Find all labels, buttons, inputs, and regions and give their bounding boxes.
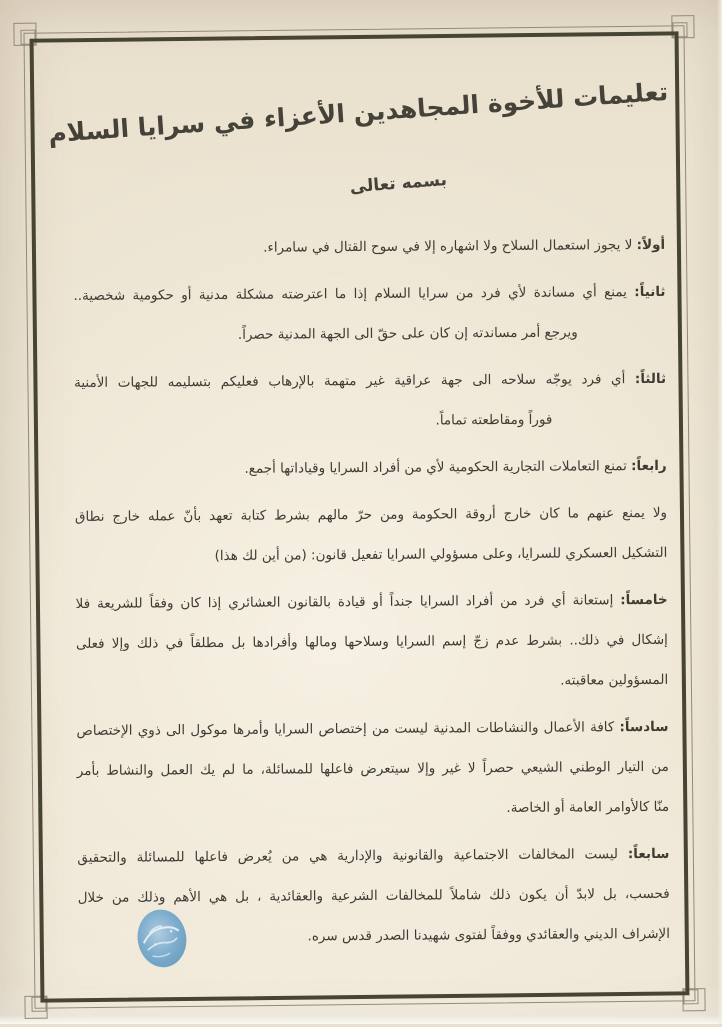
text-line: المسؤولين معاقبته. bbox=[560, 671, 669, 689]
paragraph bbox=[76, 707, 669, 831]
text-line: الإشراف الديني والعقائدي ووفقاً لفتوى شهيدنا الصدر قدس سره. bbox=[307, 925, 671, 945]
text-line: سادساً: كافة الأعمال والنشاطات المدنية ليست من إختصاص السرايا وأمرها موكول الى ذوي الإختصاص bbox=[76, 718, 669, 739]
text-line: إشكال في ذلك.. بشرط عدم زجّ إسم السرايا وسلاحها ومالها وأفرادها بل مطلقاً في ذلك وإلا فعلى bbox=[75, 631, 668, 652]
paragraph bbox=[73, 272, 666, 356]
text-line: ثالثاً: أي فرد يوجّه سلاحه الى جهة عراقية غير متهمة بالإرهاب فعليكم بتسليمه للجهات الأمنية bbox=[74, 370, 667, 391]
text-line: منّا كالأوامر العامة أو الخاصة. bbox=[506, 798, 670, 816]
document-title: تعليمات للأخوة المجاهدين الأعزاء في سرايا السلام bbox=[47, 76, 669, 149]
paragraph bbox=[73, 225, 665, 269]
paragraph bbox=[74, 359, 667, 443]
paragraph bbox=[75, 446, 667, 490]
paragraph-lead: رابعاً: bbox=[631, 457, 667, 475]
paragraph-lead: ثالثاً: bbox=[634, 370, 667, 388]
paragraph-lead: ثانياً: bbox=[634, 283, 666, 301]
text-line: ولا يمنع عنهم ما كان خارج أروقة الحكومة ومن حرّ مالهم بشرط كتابة تعهد بأنّ عمله خارج نطاق bbox=[74, 504, 668, 525]
signature-seal bbox=[129, 900, 195, 976]
document-body bbox=[73, 225, 670, 965]
text-line: أولاً: لا يجوز استعمال السلاح ولا اشهاره إلا في سوح القتال في سامراء. bbox=[263, 236, 666, 256]
text-line: التشكيل العسكري للسرايا، وعلى مسؤولي السرايا تفعيل قانون: (من أين لك هذا) bbox=[214, 544, 668, 565]
paragraph-lead: أولاً: bbox=[636, 236, 666, 254]
text-line: خامساً: إستعانة أي فرد من أفراد السرايا جنداً أو قيادة بالقانون العشائري إذا كان وفقاً للشريعة فلا bbox=[75, 591, 668, 612]
paragraph-lead: سابعاً: bbox=[627, 845, 670, 863]
paragraph-lead: خامساً: bbox=[620, 591, 668, 609]
paragraph bbox=[75, 493, 668, 577]
text-line: من التيار الوطني الشيعي حصراً لا غير وإلا سيتعرض فاعلها للمسائلة، ما لم يك العمل والنشاط بأمر bbox=[76, 758, 669, 779]
text-line: سابعاً: ليست المخالفات الاجتماعية والقانونية والإدارية هي من يُعرض فاعلها للمسائلة والتحقيق bbox=[77, 845, 670, 866]
text-line: رابعاً: تمنع التعاملات التجارية الحكومية لأي من أفراد السرايا وقياداتها أجمع. bbox=[244, 457, 667, 477]
paragraph-lead: سادساً: bbox=[619, 718, 669, 736]
paragraph bbox=[75, 580, 668, 704]
text-line: فحسب، بل لابدّ أن يكون ذلك شاملاً للمخالفات الشرعية والعقائدية ، بل هي الأهم وذلك من خلال bbox=[77, 885, 670, 906]
text-line: فوراً ومقاطعته تماماً. bbox=[435, 411, 553, 429]
bismillah-heading: بسمه تعالى bbox=[349, 170, 448, 198]
text-line: ثانياً: يمنع أي مساندة لأي فرد من سرايا السلام إذا ما اعترضته مشكلة مدنية أو حكومية شخصية.. bbox=[73, 283, 666, 305]
text-line: ويرجع أمر مساندته إن كان على حقّ الى الجهة المدنية حصراً. bbox=[237, 324, 578, 343]
